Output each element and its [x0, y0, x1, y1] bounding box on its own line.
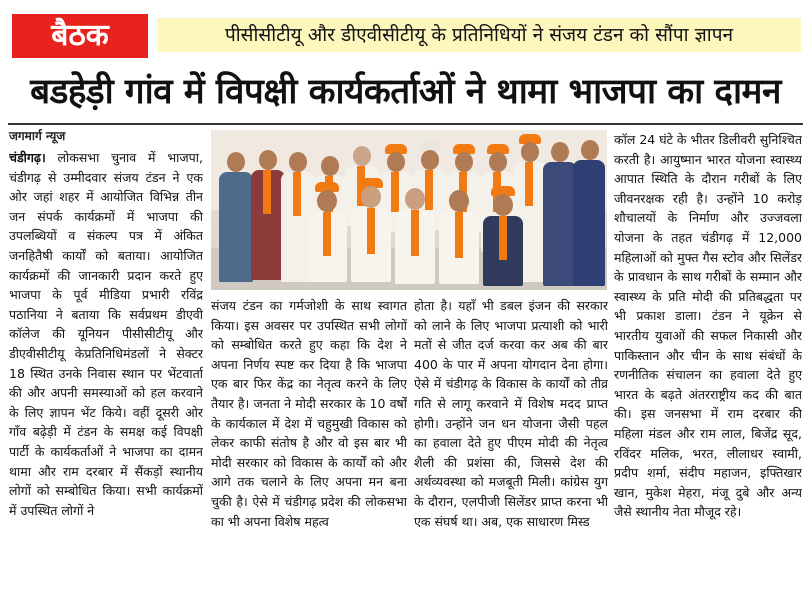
article-column-1: [9, 148, 203, 596]
headline: बडहेड़ी गांव में विपक्षी कार्यकर्ताओं ने थामा भाजपा का दामन: [30, 72, 781, 112]
article-column-3: होता है। यहाँ भी डबल इंजन की सरकार को लाने के लिए भाजपा प्रत्याशी को भारी मतों से जीत दर्ज करवा कर अब की बार 400 के पार में अपना योगदान देना होगा। ऐसे में चंडीगढ़ के विकास के कार्यों को तीव्र गति से लागू करवाने में विशेष मदद प्राप्त होगी। उन्होंने जन धन योजना जैसी पहल का हवाला देते हुए पीएम मोदी की नेतृत्व शैली की प्रशंसा की, जिससे देश की अर्थव्यवस्था को मजबूती मिली। कांग्रेस युग के दौरान, एलपीजी सिलेंडर प्राप्त करना भी एक संघर्ष था। अब, एक साधारण मिस्ड: [414, 298, 608, 529]
byline: जगमार्ग न्यूज: [9, 129, 66, 143]
divider: [8, 123, 803, 125]
group-photo: [211, 130, 607, 290]
subheadline: पीसीसीटीयू और डीएवीसीटीयू के प्रतिनिधियों ने संजय टंडन को सौंपा ज्ञापन: [157, 18, 801, 52]
header-band: [0, 0, 809, 62]
dateline: चंडीगढ़।: [9, 150, 46, 165]
article-column-4: कॉल 24 घंटे के भीतर डिलीवरी सुनिश्चित करती है। आयुष्मान भारत योजना स्वास्थ्य आपात स्थिति के दौरान गरीबों के लिए जीवनरक्षक रही है। उन्होंने 10 करोड़ शौचालयों के निर्माण और उज्जवला योजना के तहत चंडीगढ़ में 12,000 महिलाओं को मुफ्त गैस स्टोव और सिलेंडर के प्रावधान के साथ गरीबों के सम्मान और स्वास्थ्य के प्रति मोदी की प्रतिबद्धता पर भी प्रकाश डाला। टंडन ने यूक्रेन से भारतीय युवाओं की सफल निकासी और पाकिस्तान और चीन के साथ संबंधों के रणनीतिक संचालन का हवाला देते हुए भारत के बढ़ते अंतरराष्ट्रीय कद की बात की। इस जनसभा में राम दरबार की महिला मंडल और राम लाल, बिजेंद्र सूद, रविंदर मलिक, भरत, लीलाधर स्वामी, प्रदीप शर्मा, संदीप महाजन, इफ्तिखार खान, मुकेश मेहरा, मंजू दुबे और अन्य जैसे स्थानीय नेता मौजूद रहे।: [614, 132, 802, 520]
section-tag: बैठक: [12, 14, 148, 58]
article-column-2: संजय टंडन का गर्मजोशी के साथ स्वागत किया। इस अवसर पर उपस्थित सभी लोगों को सम्बोधित करते हुए कहा कि देश ने अपना निर्णय स्पष्ट कर दिया है कि भाजपा एक बार फिर केंद्र का नेतृत्व करने के लिए तैयार है। जनता ने मोदी सरकार के 10 वर्षों के कार्यकाल में देश में चहुमुखी विकास को लेकर काफी संतोष है और वो इस बार भी मोदी सरकार को विकास के कार्यों को और आगे तक चलाने के लिए अपना मन बना चुकी है। ऐसे में चंडीगढ़ प्रदेश की लोकसभा का भी अपना विशेष महत्व: [211, 298, 407, 529]
column-1-text: लोकसभा चुनाव में भाजपा, चंडीगढ़ से उम्मीदवार संजय टंडन ने एक ओर जहां शहर में आयोजित विभिन्न तीन जन संपर्क कार्यक्रमों में भाजपा की उपलब्धियों व संकल्प पत्र में अंकित जनहितैषी कार्यों को बताया। आयोजित कार्यक्रमों की जानकारी प्रदान करते हुए भाजपा के पूर्व मीडिया प्रभारी रविंद्र पठानिया ने बताया कि सर्वप्रथम डीएवी कॉलेज की यूनियन पीसीसीटीयू और डीएवीसीटीयू केप्रतिनिधिमंडलों ने सेक्टर 18 स्थित उनके निवास स्थान पर भेंटवार्ता की और अपनी समस्याओं को हल करवाने के लिए ज्ञापन भेंट किये। वहीं दूसरी ओर गाँव बढ़ेड़ी में टंडन के समक्ष कई विपक्षी पार्टी के कार्यकर्ताओं ने भाजपा का दामन थामा और राम दरबार में सैंकड़ों स्थानीय लोगों को सम्बोधित किया। सभी कार्यक्रमों में उपस्थित लोगों ने: [9, 150, 203, 518]
